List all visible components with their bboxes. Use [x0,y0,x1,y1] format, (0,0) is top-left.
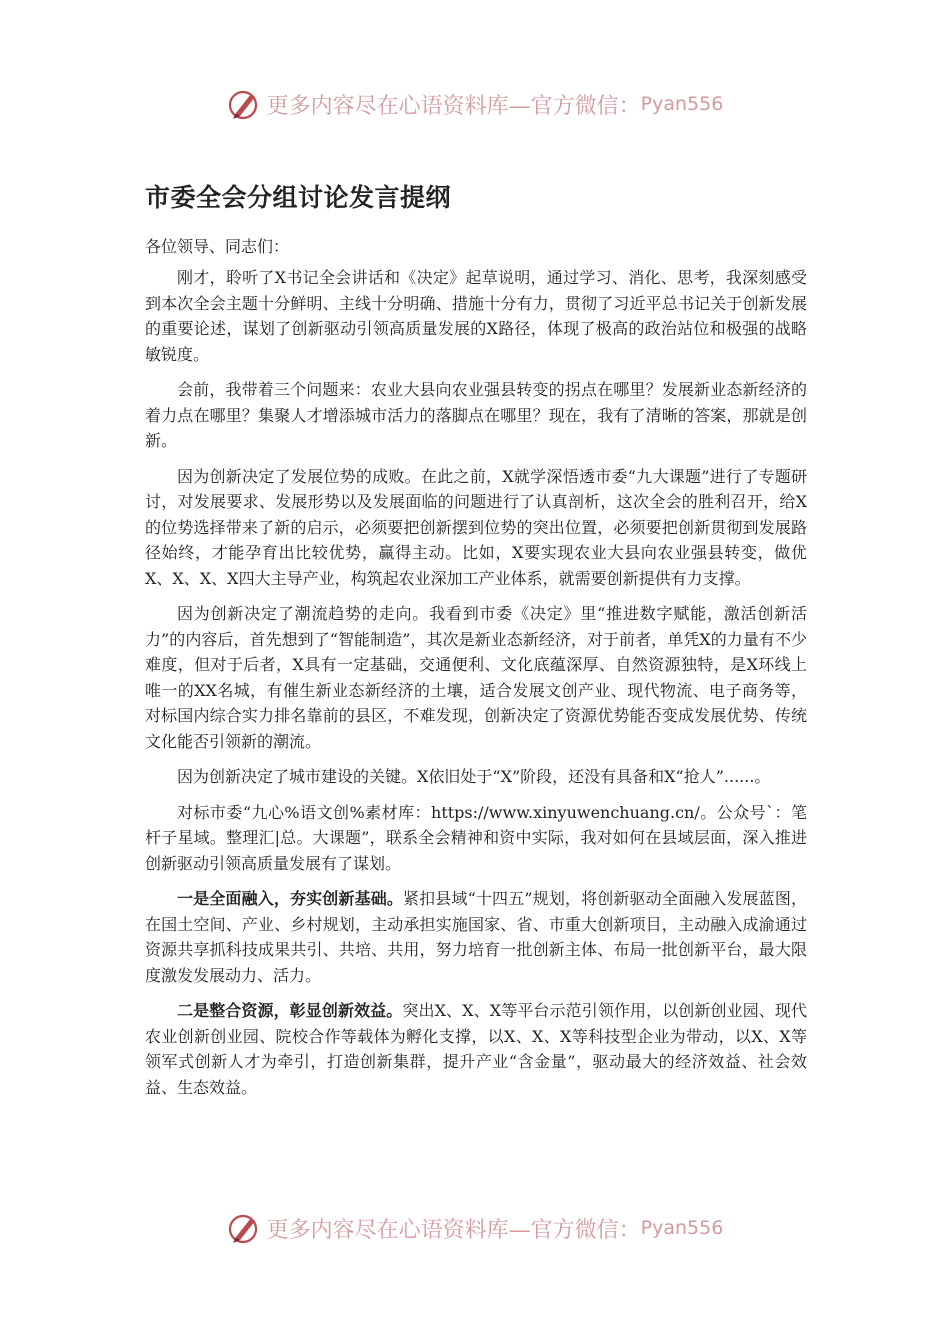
banner-wechat-id: Pyan556 [640,1217,724,1239]
paragraph: 刚才，聆听了X书记全会讲话和《决定》起草说明，通过学习、消化、思考，我深刻感受到本次全会主题十分鲜明、主线十分明确、措施十分有力，贯彻了习近平总书记关于创新发展的重要论述，谋划了创新驱动引领高质量发展的X路径，体现了极高的政治站位和极强的战略敏锐度。 [145,268,807,364]
pen-logo-icon [227,1210,263,1246]
pen-logo-icon [227,86,263,122]
document-title: 市委全会分组讨论发言提纲 [145,183,452,212]
paragraph: 因为创新决定了城市建设的关键。X依旧处于“X”阶段，还没有具备和X“抢人”......。 [177,767,771,786]
paragraph: 因为创新决定了发展位势的成败。在此之前，X就学深悟透市委“九大课题”进行了专题研讨，对发展要求、发展形势以及发展面临的问题进行了认真剖析，这次全会的胜利召开，给X的位势选择带来了新的启示，必须要把创新摆到位势的突出位置，必须要把创新贯彻到发展路径始终，才能孕育出比较优势，赢得主动。比如，X要实现农业大县向农业强县转变，做优X、X、X、X四大主导产业，构筑起农业深加工产业体系，就需要创新提供有力支撑。 [145,466,807,588]
greeting: 各位领导、同志们： [145,237,290,256]
document-body [145,178,807,1110]
footer-banner [0,1208,950,1248]
paragraph: 因为创新决定了潮流趋势的走向。我看到市委《决定》里“推进数字赋能，激活创新活力”的内容后，首先想到了“智能制造”，其次是新业态新经济，对于前者，单凭X的力量有不少难度，但对于后者，X具有一定基础，交通便利、文化底蕴深厚、自然资源独特，是X环线上唯一的XX名城，有催生新业态新经济的土壤，适合发展文创产业、现代物流、电子商务等，对标国内综合实力排名靠前的县区，不难发现，创新决定了资源优势能否变成发展优势、传统文化能否引领新的潮流。 [145,604,807,751]
point-2-body: 突出X、X、X等平台示范引领作用，以创新创业园、现代农业创新创业园、院校合作等载体为孵化支撑，以X、X、X等科技型企业为带动，以X、X等领军式创新人才为牵引，打造创新集群，提升产业“含金量”，驱动最大的经济效益、社会效益、生态效益。 [145,1001,807,1097]
header-banner [0,84,950,124]
point-1-heading: 一是全面融入，夯实创新基础。 [177,889,404,908]
banner-wechat-id: Pyan556 [640,93,724,115]
paragraph: 对标市委“九心%语文创%素材库：https://www.xinyuwenchuang.cn/。公众号`：笔杆子星域。整理汇|总。大课题”，联系全会精神和资中实际，我对如何在县域层面，深入推进创新驱动引领高质量发展有了谋划。 [145,802,807,873]
point-1-body: 紧扣县域“十四五”规划，将创新驱动全面融入发展蓝图，在国土空间、产业、乡村规划，主动承担实施国家、省、市重大创新项目，主动融入成渝通过资源共享抓科技成果共引、共培、共用，努力培育一批创新主体、布局一批创新平台，最大限度激发发展动力、活力。 [145,889,807,985]
paragraph: 会前，我带着三个问题来：农业大县向农业强县转变的拐点在哪里？发展新业态新经济的着力点在哪里？集聚人才增添城市活力的落脚点在哪里？现在，我有了清晰的答案，那就是创新。 [145,380,807,450]
point-1-paragraph [145,886,807,988]
banner-text: 更多内容尽在心语资料库—官方微信： [266,1217,641,1243]
point-2-heading: 二是整合资源，彰显创新效益。 [177,1001,403,1020]
point-2-paragraph [145,998,807,1100]
banner-text: 更多内容尽在心语资料库—官方微信： [266,93,641,119]
